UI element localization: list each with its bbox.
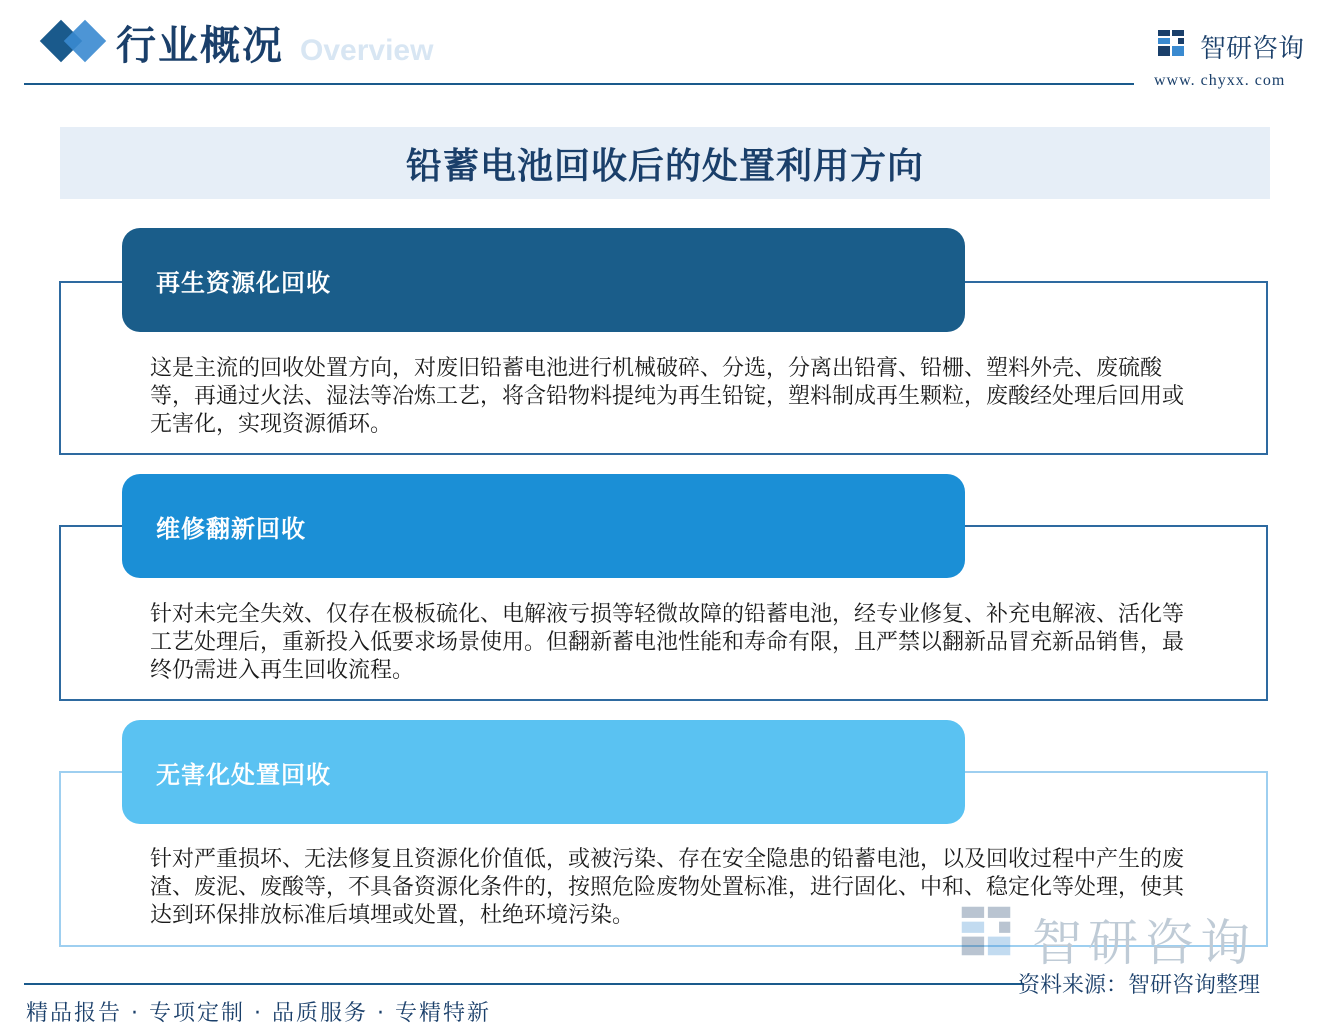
card-1-header (122, 228, 965, 332)
header-subtitle: Overview (300, 34, 434, 67)
main-title: 铅蓄电池回收后的处置利用方向 (405, 144, 924, 187)
logo-name: 智研咨询 (1200, 34, 1305, 64)
watermark-mark-icon (958, 903, 1014, 959)
card-1-text: 这是主流的回收处置方向，对废旧铅蓄电池进行机械破碎、分选，分离出铅膏、铅栅、塑料外壳、废硫酸等，再通过火法、湿法等冶炼工艺，将含铅物料提纯为再生铅锭，塑料制成再生颗粒，废酸经处理后回用或无害化，实现资源循环。 (150, 356, 1185, 437)
logo-url: www. chyxx. com (1154, 72, 1286, 89)
card-1-title: 再生资源化回收 (156, 268, 331, 297)
page-header (0, 0, 1332, 100)
logo-mark-icon (1156, 28, 1186, 58)
main-title-band (60, 127, 1270, 199)
card-2-text: 针对未完全失效、仅存在极板硫化、电解液亏损等轻微故障的铅蓄电池，经专业修复、补充电解液、活化等工艺处理后，重新投入低要求场景使用。但翻新蓄电池性能和寿命有限，且严禁以翻新品冒充新品销售，最终仍需进入再生回收流程。 (150, 602, 1185, 683)
header-title: 行业概况 (116, 22, 284, 69)
card-2-header (122, 474, 965, 578)
footer-divider (24, 983, 1024, 985)
card-3-title: 无害化处置回收 (156, 760, 331, 789)
card-3-text: 针对严重损坏、无法修复且资源化价值低，或被污染、存在安全隐患的铅蓄电池，以及回收过程中产生的废渣、废泥、废酸等，不具备资源化条件的，按照危险废物处置标准，进行固化、中和、稳定化等处理，使其达到环保排放标准后填埋或处置，杜绝环境污染。 (150, 847, 1185, 928)
watermark-text: 智研咨询 (1032, 914, 1256, 972)
card-2-title: 维修翻新回收 (156, 514, 306, 543)
source-note: 资料来源：智研咨询整理 (1018, 973, 1261, 998)
diamond-accent-icon (64, 20, 106, 62)
card-3-header (122, 720, 965, 824)
footer-slogan: 精品报告 · 专项定制 · 品质服务 · 专精特新 (26, 1001, 491, 1026)
header-divider (24, 83, 1134, 85)
